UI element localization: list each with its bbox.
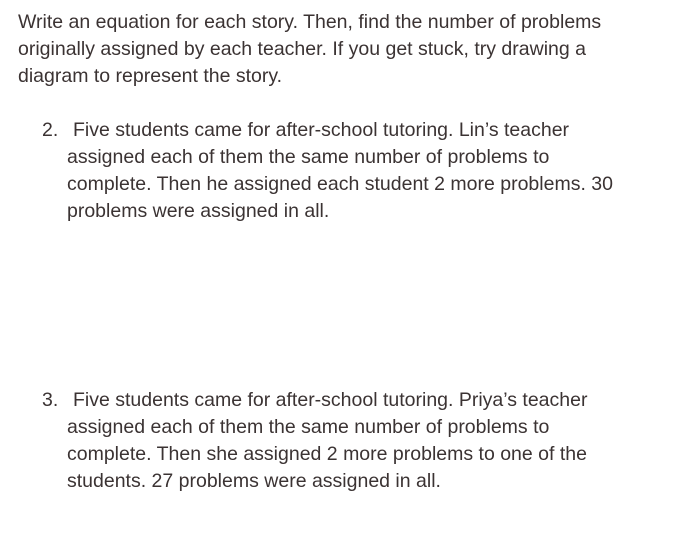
problem-item-3: [42, 387, 662, 495]
problem-number: 2.: [42, 119, 59, 141]
problem-text-line: Five students came for after-school tutoring. Priya’s teacher: [73, 389, 588, 411]
problem-text-line: problems were assigned in all.: [67, 200, 330, 222]
problem-text-line: Five students came for after-school tutoring. Lin’s teacher: [73, 119, 570, 141]
problem-text-line: complete. Then she assigned 2 more problems to one of the: [67, 443, 587, 465]
instructions-line: diagram to represent the story.: [18, 65, 283, 87]
instructions-paragraph: [18, 9, 658, 90]
problem-text-line: assigned each of them the same number of problems to: [67, 146, 550, 168]
instructions-line: Write an equation for each story. Then, find the number of problems: [18, 11, 602, 33]
problem-text-line: assigned each of them the same number of problems to: [67, 416, 550, 438]
instructions-line: originally assigned by each teacher. If you get stuck, try drawing a: [18, 38, 586, 60]
problem-number: 3.: [42, 389, 59, 411]
problem-text-line: complete. Then he assigned each student 2 more problems. 30: [67, 173, 613, 195]
problem-text-line: students. 27 problems were assigned in all.: [67, 470, 441, 492]
problem-item-2: [42, 117, 662, 225]
